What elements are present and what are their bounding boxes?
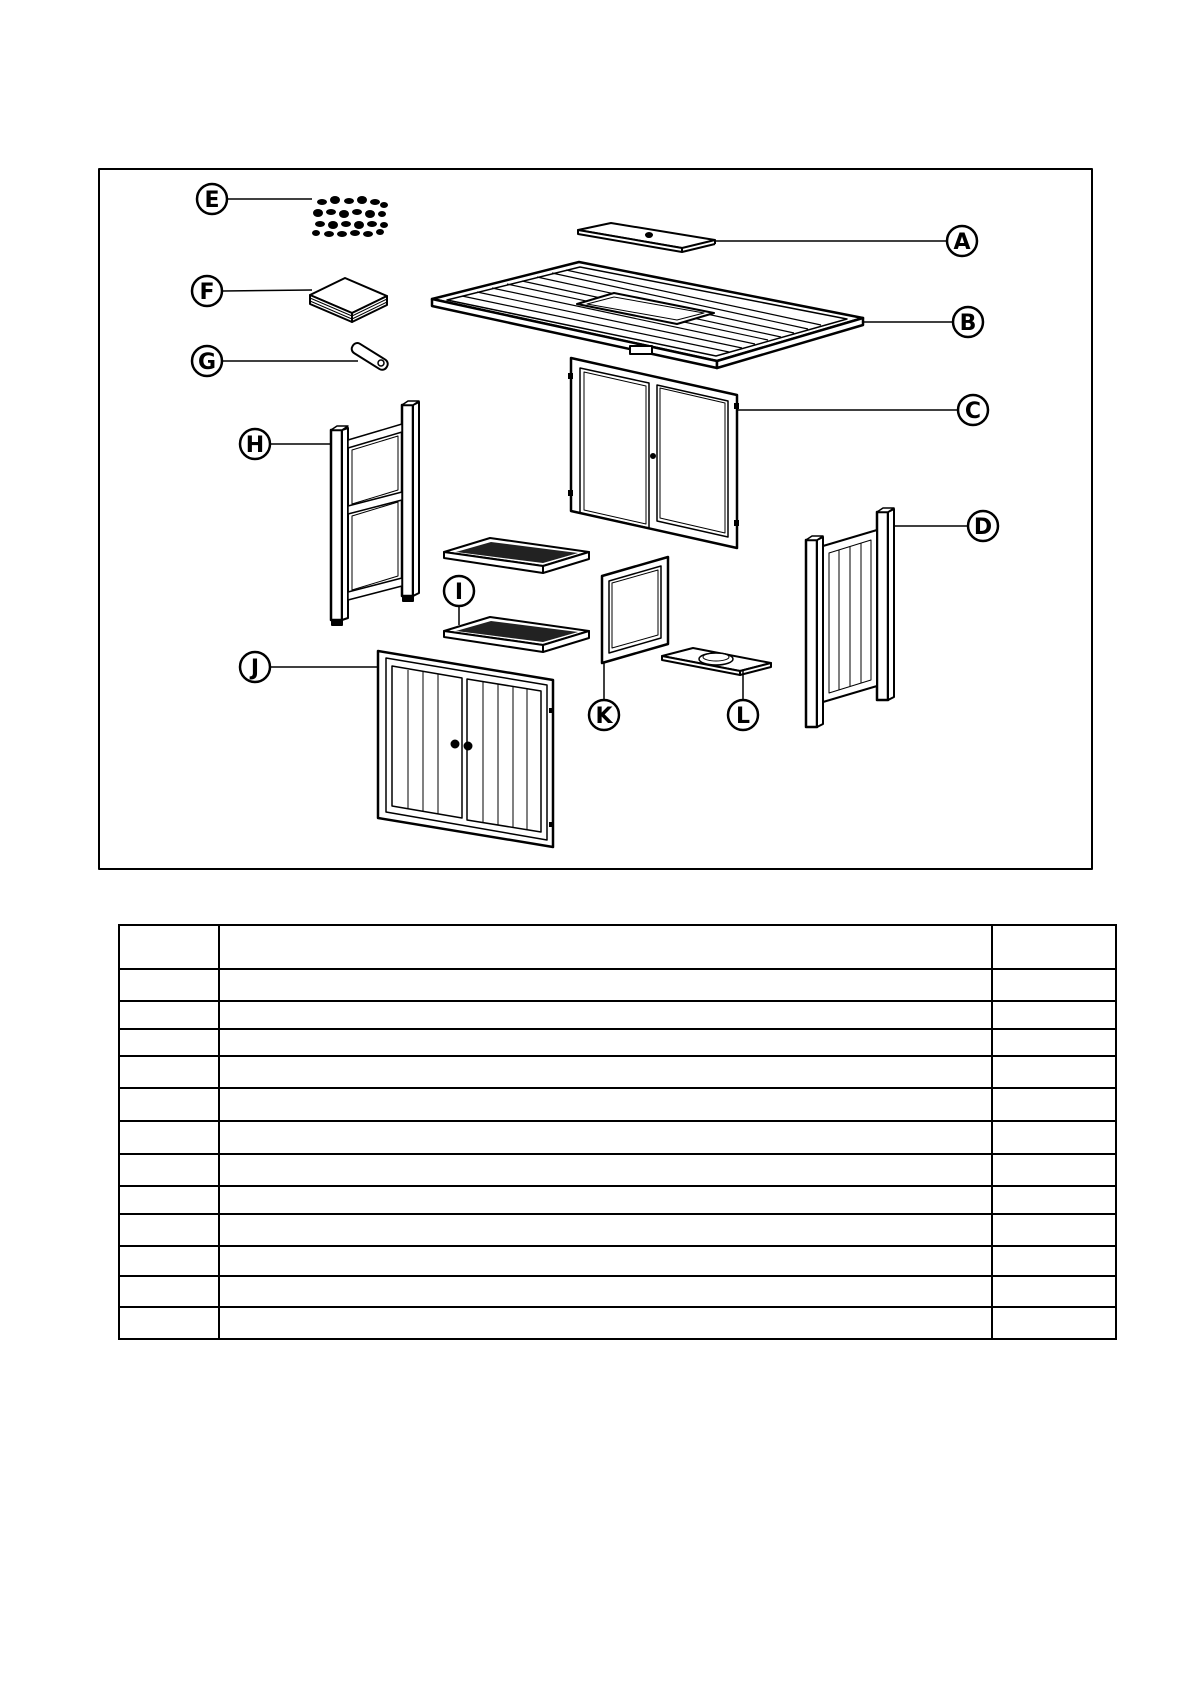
part-e-hardware — [312, 196, 388, 237]
part-h-left-frame — [331, 401, 419, 625]
part-g-tool — [350, 341, 390, 372]
part-label-g: G — [197, 350, 217, 375]
table-row — [119, 1214, 1116, 1246]
part-a-lid — [578, 223, 715, 252]
part-i-mesh-shelves — [444, 538, 589, 652]
table-row — [119, 1186, 1116, 1214]
part-label-k: K — [595, 704, 613, 729]
table-row — [119, 1246, 1116, 1275]
part-label-i: I — [454, 580, 464, 605]
part-label-b: B — [959, 311, 977, 336]
header-cell-description — [219, 925, 992, 969]
table-row — [119, 1056, 1116, 1088]
part-label-h: H — [245, 433, 265, 458]
part-label-j: J — [250, 656, 260, 681]
parts-list-table — [118, 924, 1117, 1340]
table-row — [119, 1276, 1116, 1307]
part-label-c: C — [964, 399, 982, 424]
part-label-l: L — [735, 704, 751, 729]
part-f-manual — [310, 278, 387, 322]
part-l-burner-plate — [662, 648, 771, 675]
table-row — [119, 1307, 1116, 1339]
table-row — [119, 969, 1116, 1001]
table-row — [119, 1154, 1116, 1186]
header-cell-part — [119, 925, 219, 969]
part-d-right-frame — [806, 508, 894, 727]
part-j-front-doors — [378, 651, 553, 847]
part-label-e: E — [204, 188, 220, 213]
table-header-row — [119, 925, 1116, 969]
part-k-frame — [602, 557, 668, 663]
part-label-f: F — [199, 280, 215, 305]
table-row — [119, 1029, 1116, 1055]
table-row — [119, 1001, 1116, 1029]
header-cell-qty — [992, 925, 1116, 969]
part-b-tabletop — [432, 262, 863, 368]
table-row — [119, 1088, 1116, 1121]
part-label-a: A — [953, 230, 971, 255]
table-row — [119, 1121, 1116, 1154]
part-label-d: D — [973, 515, 993, 540]
part-c-back-frame — [568, 358, 739, 548]
